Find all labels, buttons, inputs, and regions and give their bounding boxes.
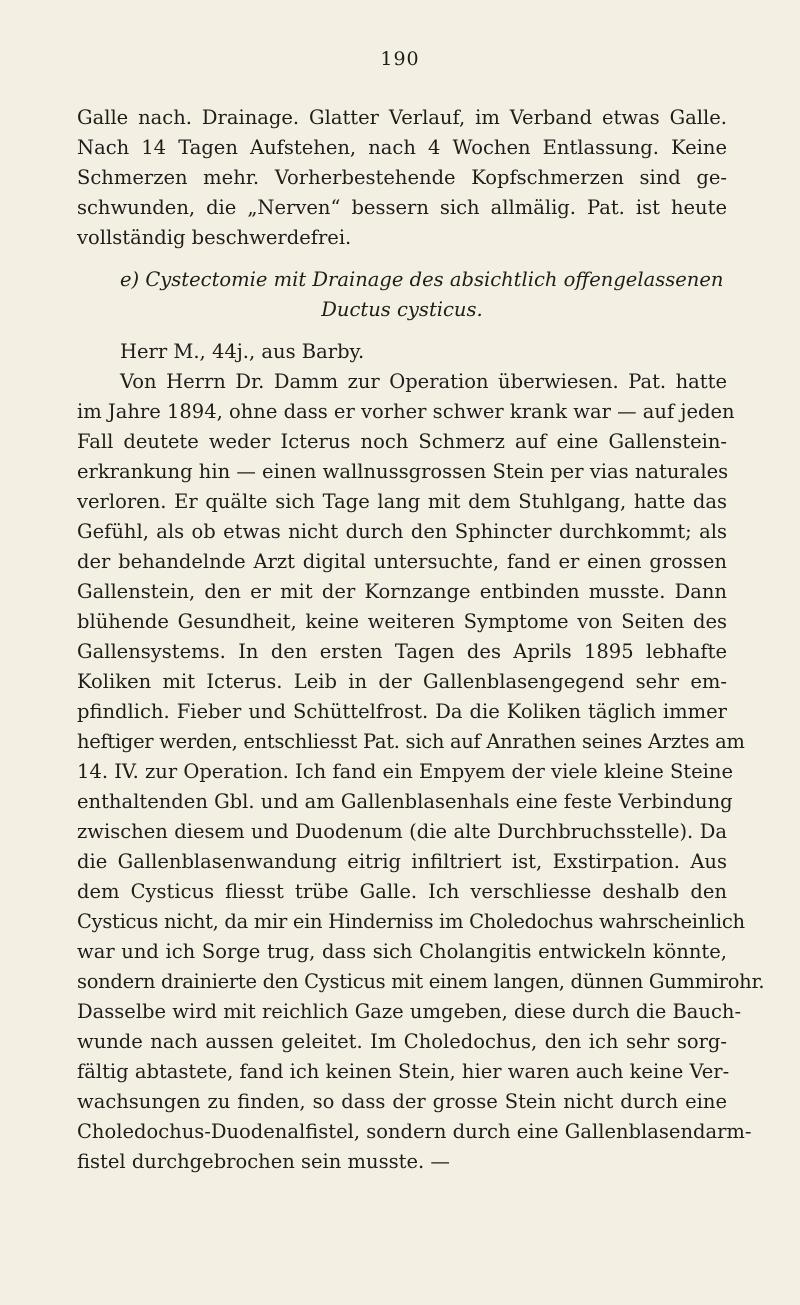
text-line: Galle nach. Drainage. Glatter Verlauf, im Verband etwas Galle.: [77, 106, 727, 129]
text-line: enthaltenden Gbl. und am Gallenblasenhals eine feste Verbindung: [77, 790, 733, 813]
text-line: sondern drainierte den Cysticus mit einem langen, dünnen Gummirohr.: [77, 970, 765, 993]
text-line: wachsungen zu finden, so dass der grosse Stein nicht durch eine: [77, 1090, 727, 1113]
text-line: 14. IV. zur Operation. Ich fand ein Empyem der viele kleine Steine: [77, 760, 734, 783]
text-line: fistel durchgebrochen sein musste. —: [77, 1150, 450, 1173]
text-line: die Gallenblasenwandung eitrig infiltriert ist, Exstirpation. Aus: [77, 850, 727, 873]
text-line: Dasselbe wird mit reichlich Gaze umgeben, diese durch die Bauch-: [77, 1000, 742, 1023]
text-line: der behandelnde Arzt digital untersuchte, fand er einen grossen: [77, 550, 727, 573]
text-line: Fall deutete weder Icterus noch Schmerz auf eine Gallenstein-: [77, 430, 727, 453]
text-line: wunde nach aussen geleitet. Im Choledochus, den ich sehr sorg-: [77, 1030, 727, 1053]
text-line: Nach 14 Tagen Aufstehen, nach 4 Wochen Entlassung. Keine: [77, 136, 727, 159]
patient-line: Herr M., 44j., aus Barby.: [120, 340, 365, 363]
text-line: blühende Gesundheit, keine weiteren Symptome von Seiten des: [77, 610, 727, 633]
text-line: im Jahre 1894, ohne dass er vorher schwer krank war — auf jeden: [77, 400, 735, 423]
text-line: vollständig beschwerdefrei.: [77, 226, 352, 249]
text-line: war und ich Sorge trug, dass sich Cholangitis entwickeln könnte,: [77, 940, 727, 963]
text-line: fältig abtastete, fand ich keinen Stein, hier waren auch keine Ver-: [77, 1060, 730, 1083]
text-line: verloren. Er quälte sich Tage lang mit dem Stuhlgang, hatte das: [77, 490, 727, 513]
text-line: Gallensystems. In den ersten Tagen des Aprils 1895 lebhafte: [77, 640, 727, 663]
text-line: schwunden, die „Nerven“ bessern sich allmälig. Pat. ist heute: [77, 196, 727, 219]
text-line: Cysticus nicht, da mir ein Hinderniss im Choledochus wahrscheinlich: [77, 910, 745, 933]
text-line: Choledochus-Duodenalfistel, sondern durch eine Gallenblasendarm-: [77, 1120, 752, 1143]
text-line: pfindlich. Fieber und Schüttelfrost. Da die Koliken täglich immer: [77, 700, 727, 723]
text-line: Gallenstein, den er mit der Kornzange entbinden musste. Dann: [77, 580, 727, 603]
text-line: erkrankung hin — einen wallnussgrossen Stein per vias naturales: [77, 460, 729, 483]
text-line: Koliken mit Icterus. Leib in der Gallenblasengegend sehr em-: [77, 670, 727, 693]
text-line: Gefühl, als ob etwas nicht durch den Sphincter durchkommt; als: [77, 520, 727, 543]
section-heading: e) Cystectomie mit Drainage des absichtlich offengelassenen: [120, 268, 724, 291]
section-heading-continuation: Ductus cysticus.: [321, 298, 483, 321]
text-line: Schmerzen mehr. Vorherbestehende Kopfschmerzen sind ge-: [77, 166, 727, 189]
text-line: dem Cysticus fliesst trübe Galle. Ich verschliesse deshalb den: [77, 880, 727, 903]
text-line: Von Herrn Dr. Damm zur Operation überwiesen. Pat. hatte: [120, 370, 727, 393]
page-number: 190: [380, 48, 420, 70]
text-line: heftiger werden, entschliesst Pat. sich auf Anrathen seines Arztes am: [77, 730, 745, 753]
text-line: zwischen diesem und Duodenum (die alte Durchbruchsstelle). Da: [77, 820, 727, 843]
